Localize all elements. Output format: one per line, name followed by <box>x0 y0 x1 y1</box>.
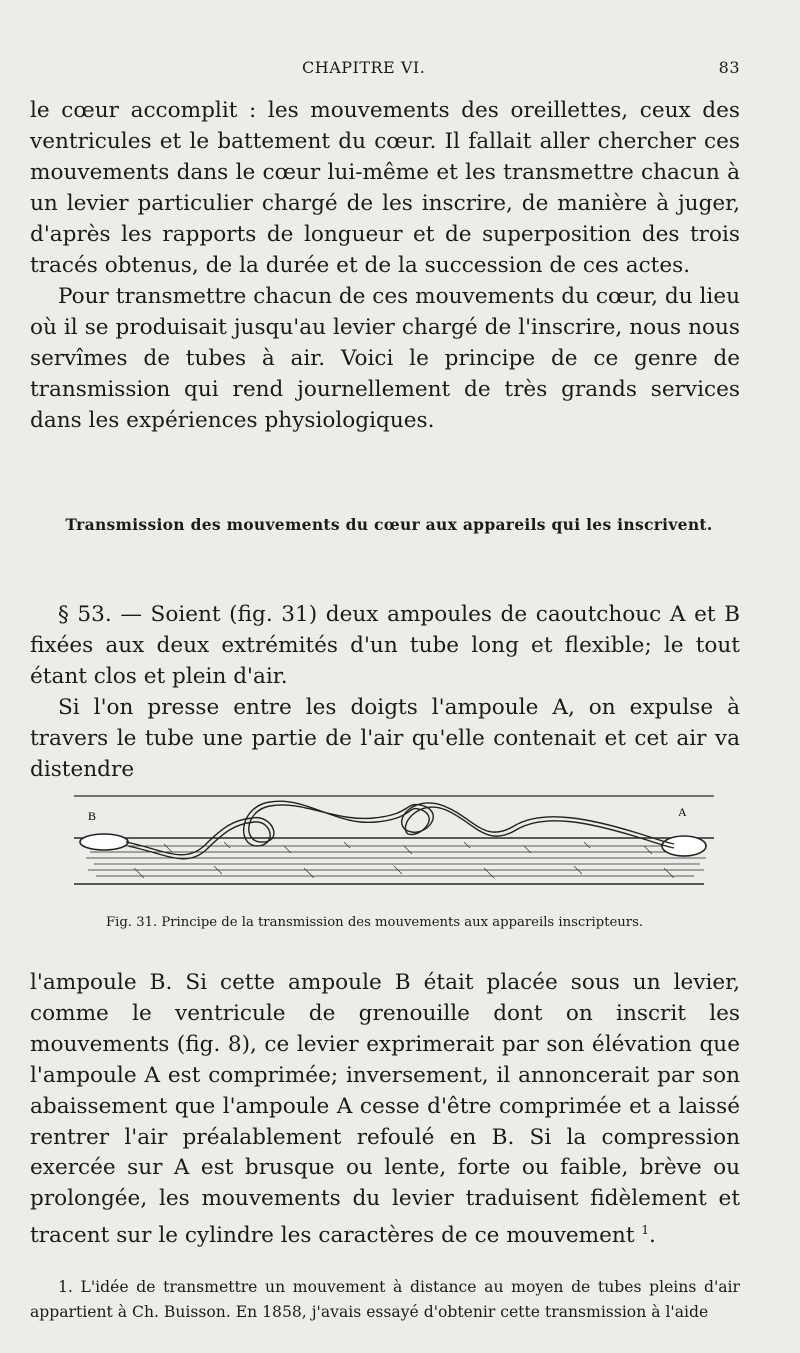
footnote-ref: 1 <box>641 1223 650 1238</box>
footnote <box>30 1275 740 1325</box>
table-surface <box>74 796 714 884</box>
paragraph-3-text: § 53. — Soient (fig. 31) deux ampoules de caoutchouc A et B fixées aux deux extrémités d'un tube long et flexible; le tout étant clos et plein d'air. <box>30 602 740 689</box>
figure-caption: Fig. 31. Principe de la transmission des mouvements aux appareils inscripteurs. <box>106 915 644 930</box>
label-b: B <box>88 809 97 823</box>
flexible-tube <box>126 801 674 859</box>
paragraph-5-body: l'ampoule B. Si cette ampoule B était placée sous un levier, comme le ventricule de grenouille dont on inscrit les mouvements (fig. 8), ce levier exprimerait par son élévation que l'ampoule A est comprimée; inversement, il annoncerait par son abaissement que l'ampoule A cesse d'être comprimée et a laissé rentrer l'air préalablement refoulé en B. Si la compression exercée sur A est brusque ou lente, forte ou faible, brève ou prolongée, les mouvements du levier traduisent fidèlement et tracent sur le cylindre les caractères de ce mouvement <box>30 970 740 1249</box>
paragraph-1-text: le cœur accomplit : les mouvements des oreillettes, ceux des ventricules et le battement du cœur. Il fallait aller chercher ces mouvements dans le cœur lui-même et les transmettre chacun à un levier particulier chargé de les inscrire, de manière à juger, d'après les rapports de longueur et de superposition des trois tracés obtenus, de la durée et de la succession de ces actes. <box>30 98 740 278</box>
bulb-b <box>80 834 128 850</box>
tube-illustration <box>74 780 734 900</box>
figure-31 <box>74 780 734 900</box>
paragraph-2 <box>30 282 740 437</box>
paragraph-1 <box>30 96 740 281</box>
page-number: 83 <box>718 58 740 77</box>
footnote-text: 1. L'idée de transmettre un mouvement à distance au moyen de tubes pleins d'air appartient à Ch. Buisson. En 1858, j'avais essayé d'obtenir cette transmission à l'aide <box>30 1278 740 1321</box>
label-a: A <box>678 805 687 819</box>
paragraph-3 <box>30 600 740 693</box>
paragraph-4-text: Si l'on presse entre les doigts l'ampoule A, on expulse à travers le tube une partie de l'air qu'elle contenait et cet air va distendre <box>30 695 740 782</box>
chapter-title: CHAPITRE VI. <box>302 58 426 77</box>
paragraph-2-text: Pour transmettre chacun de ces mouvements du cœur, du lieu où il se produisait jusqu'au levier chargé de l'inscrire, nous nous servîmes de tubes à air. Voici le principe de ce genre de transmission qui rend journellement de très grands services dans les expériences physiologiques. <box>30 284 740 433</box>
paragraph-5-text <box>30 968 740 1252</box>
paragraph-4 <box>30 693 740 786</box>
paragraph-5 <box>30 968 740 1252</box>
section-title: Transmission des mouvements du cœur aux appareils qui les inscrivent. <box>65 515 713 534</box>
running-header <box>30 58 740 88</box>
paragraph-5-end: . <box>649 1223 656 1249</box>
